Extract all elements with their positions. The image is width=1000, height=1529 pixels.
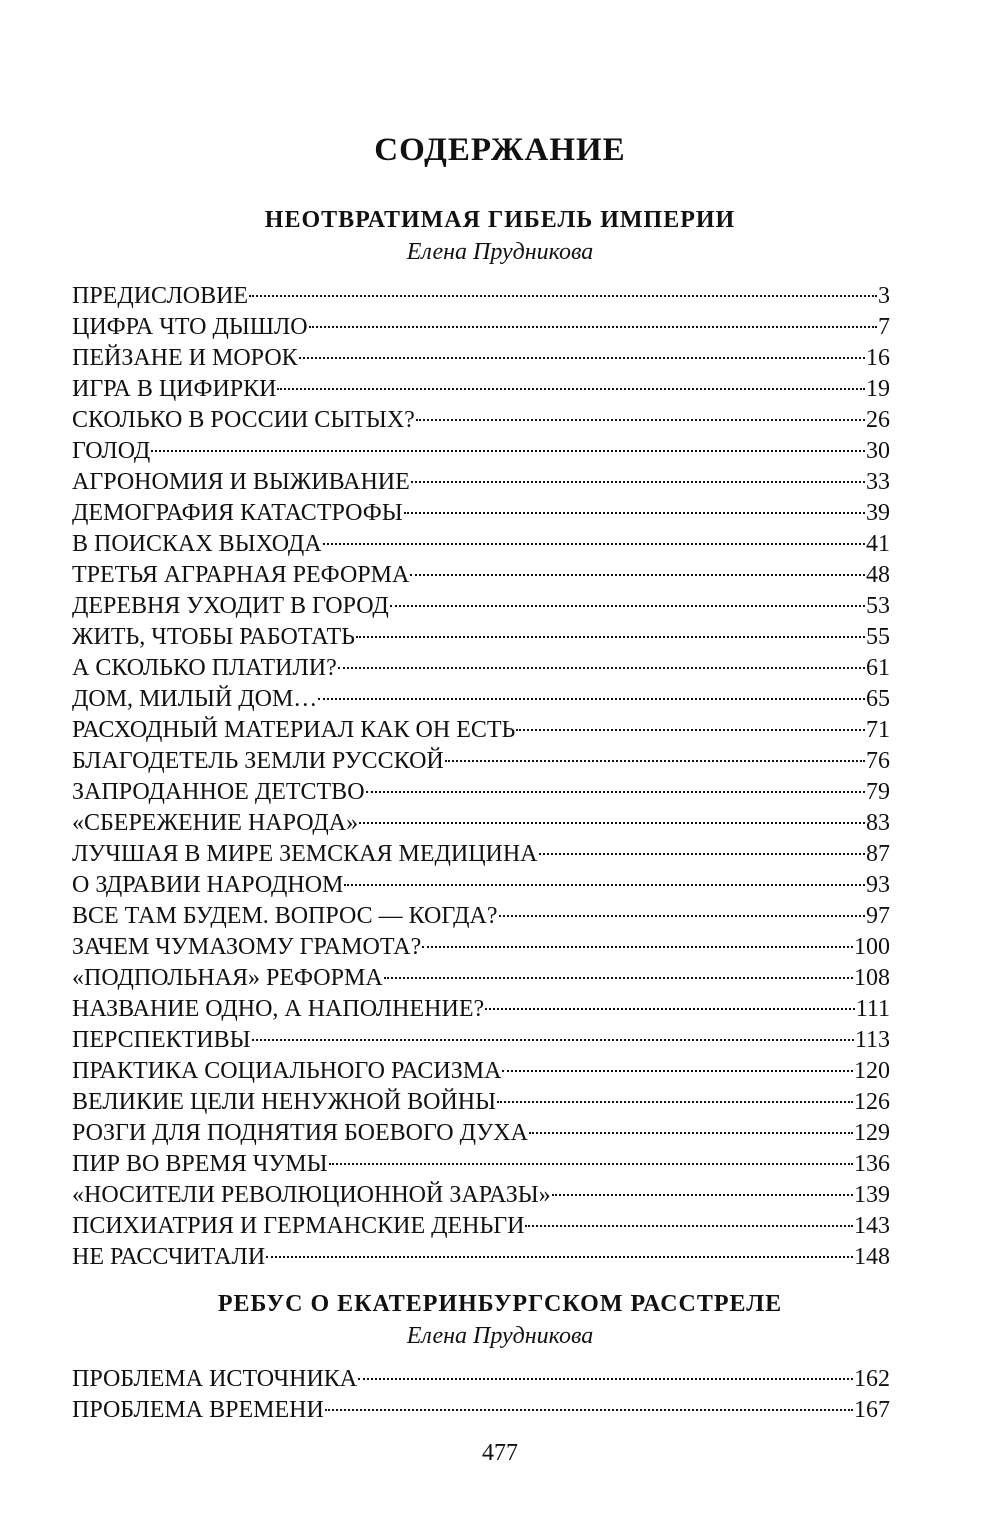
toc-leader-dots (410, 568, 865, 576)
toc-leader-dots (329, 1157, 853, 1165)
page-title: СОДЕРЖАНИЕ (374, 132, 626, 168)
toc-entry-page: 61 (866, 655, 890, 681)
toc-entry (72, 777, 890, 808)
toc-leader-dots (318, 692, 865, 700)
toc-entry-page: 48 (866, 562, 890, 588)
toc-entry-page: 65 (866, 686, 890, 712)
toc-entry-page: 108 (854, 965, 890, 991)
toc-entry-title: А СКОЛЬКО ПЛАТИЛИ? (72, 655, 337, 681)
toc-leader-dots (299, 351, 865, 359)
toc-entry-page: 93 (866, 872, 890, 898)
toc-entry (72, 1395, 890, 1426)
toc-leader-dots (497, 1095, 853, 1103)
toc-leader-dots (366, 785, 865, 793)
toc-entry-title: «НОСИТЕЛИ РЕВОЛЮЦИОННОЙ ЗАРАЗЫ» (72, 1182, 551, 1208)
toc-list-section-1 (72, 281, 890, 1273)
toc-entry-page: 120 (854, 1058, 890, 1084)
toc-entry (72, 1149, 890, 1180)
toc-entry-title: ПСИХИАТРИЯ И ГЕРМАНСКИЕ ДЕНЬГИ (72, 1213, 525, 1239)
toc-leader-dots (539, 847, 865, 855)
toc-leader-dots (309, 320, 877, 328)
toc-entry (72, 715, 890, 746)
toc-entry (72, 1364, 890, 1395)
toc-entry-title: РАСХОДНЫЙ МАТЕРИАЛ КАК ОН ЕСТЬ (72, 717, 516, 743)
toc-entry-page: 19 (866, 376, 890, 402)
toc-leader-dots (404, 506, 865, 514)
toc-leader-dots (338, 661, 865, 669)
toc-leader-dots (151, 444, 865, 452)
toc-leader-dots (323, 537, 865, 545)
toc-entry (72, 1056, 890, 1087)
toc-entry-title: «СБЕРЕЖЕНИЕ НАРОДА» (72, 810, 359, 836)
toc-entry (72, 591, 890, 622)
toc-entry-page: 71 (866, 717, 890, 743)
toc-entry-page: 3 (878, 283, 890, 309)
toc-leader-dots (411, 475, 865, 483)
toc-entry (72, 808, 890, 839)
toc-entry-page: 7 (878, 314, 890, 340)
toc-entry (72, 374, 890, 405)
toc-entry (72, 529, 890, 560)
toc-entry-title: «ПОДПОЛЬНАЯ» РЕФОРМА (72, 965, 383, 991)
page-number: 477 (482, 1440, 518, 1466)
toc-entry-page: 76 (866, 748, 890, 774)
toc-leader-dots (552, 1188, 853, 1196)
toc-entry-title: О ЗДРАВИИ НАРОДНОМ (72, 872, 344, 898)
toc-entry (72, 746, 890, 777)
toc-entry-page: 143 (854, 1213, 890, 1239)
toc-entry-page: 126 (854, 1089, 890, 1115)
toc-entry (72, 1242, 890, 1273)
toc-entry-title: ДЕРЕВНЯ УХОДИТ В ГОРОД (72, 593, 389, 619)
toc-entry-title: ПЕРСПЕКТИВЫ (72, 1027, 251, 1053)
section-heading-1: НЕОТВРАТИМАЯ ГИБЕЛЬ ИМПЕРИИ (264, 207, 736, 233)
toc-entry-page: 39 (866, 500, 890, 526)
toc-leader-dots (390, 599, 865, 607)
toc-entry-title: ПРЕДИСЛОВИЕ (72, 283, 249, 309)
toc-entry-title: РОЗГИ ДЛЯ ПОДНЯТИЯ БОЕВОГО ДУХА (72, 1120, 528, 1146)
toc-entry-page: 139 (854, 1182, 890, 1208)
toc-entry-page: 111 (855, 996, 890, 1022)
section-author-2: Елена Прудникова (406, 1323, 594, 1349)
toc-leader-dots (277, 382, 865, 390)
toc-entry-title: ТРЕТЬЯ АГРАРНАЯ РЕФОРМА (72, 562, 410, 588)
toc-entry (72, 622, 890, 653)
toc-entry (72, 653, 890, 684)
toc-entry-title: ГОЛОД (72, 438, 151, 464)
toc-entry-title: ВСЕ ТАМ БУДЕМ. ВОПРОС — КОГДА? (72, 903, 498, 929)
toc-entry (72, 1180, 890, 1211)
toc-entry-page: 129 (854, 1120, 890, 1146)
toc-entry-title: ПИР ВО ВРЕМЯ ЧУМЫ (72, 1151, 328, 1177)
toc-entry-title: СКОЛЬКО В РОССИИ СЫТЫХ? (72, 407, 415, 433)
toc-leader-dots (416, 413, 865, 421)
toc-entry (72, 560, 890, 591)
toc-entry-title: ПРОБЛЕМА ВРЕМЕНИ (72, 1397, 324, 1423)
toc-entry-page: 87 (866, 841, 890, 867)
toc-entry (72, 498, 890, 529)
toc-entry-title: ПРОБЛЕМА ИСТОЧНИКА (72, 1366, 358, 1392)
toc-entry-title: НАЗВАНИЕ ОДНО, А НАПОЛНЕНИЕ? (72, 996, 485, 1022)
toc-entry (72, 343, 890, 374)
toc-entry (72, 405, 890, 436)
toc-entry-page: 26 (866, 407, 890, 433)
toc-entry (72, 1211, 890, 1242)
toc-leader-dots (356, 630, 865, 638)
toc-entry (72, 994, 890, 1025)
toc-leader-dots (499, 909, 866, 917)
toc-entry (72, 1118, 890, 1149)
toc-entry-page: 100 (854, 934, 890, 960)
section-author-1: Елена Прудникова (406, 239, 594, 265)
toc-entry (72, 1025, 890, 1056)
toc-leader-dots (525, 1219, 853, 1227)
toc-entry (72, 932, 890, 963)
toc-entry-page: 55 (866, 624, 890, 650)
toc-entry-title: ЗАЧЕМ ЧУМАЗОМУ ГРАМОТА? (72, 934, 422, 960)
toc-leader-dots (502, 1064, 853, 1072)
toc-entry-title: АГРОНОМИЯ И ВЫЖИВАНИЕ (72, 469, 410, 495)
toc-entry (72, 870, 890, 901)
toc-entry-page: 33 (866, 469, 890, 495)
toc-entry-page: 148 (854, 1244, 890, 1270)
toc-entry (72, 839, 890, 870)
toc-entry (72, 684, 890, 715)
toc-entry-title: ПЕЙЗАНЕ И МОРОК (72, 345, 298, 371)
toc-entry (72, 901, 890, 932)
toc-leader-dots (445, 754, 865, 762)
toc-entry (72, 281, 890, 312)
toc-leader-dots (529, 1126, 853, 1134)
section-heading-2: РЕБУС О ЕКАТЕРИНБУРГСКОМ РАССТРЕЛЕ (217, 1291, 783, 1317)
toc-entry-page: 97 (866, 903, 890, 929)
toc-entry-title: БЛАГОДЕТЕЛЬ ЗЕМЛИ РУССКОЙ (72, 748, 444, 774)
toc-entry (72, 963, 890, 994)
toc-entry-title: ПРАКТИКА СОЦИАЛЬНОГО РАСИЗМА (72, 1058, 502, 1084)
toc-entry-title: В ПОИСКАХ ВЫХОДА (72, 531, 322, 557)
toc-leader-dots (358, 1372, 853, 1380)
toc-leader-dots (266, 1250, 853, 1258)
toc-entry-title: ЗАПРОДАННОЕ ДЕТСТВО (72, 779, 365, 805)
toc-entry-title: НЕ РАССЧИТАЛИ (72, 1244, 266, 1270)
toc-leader-dots (485, 1002, 855, 1010)
toc-entry-title: ЖИТЬ, ЧТОБЫ РАБОТАТЬ (72, 624, 355, 650)
toc-leader-dots (384, 971, 853, 979)
toc-entry-page: 16 (866, 345, 890, 371)
toc-leader-dots (252, 1033, 854, 1041)
toc-leader-dots (344, 878, 865, 886)
toc-entry (72, 312, 890, 343)
toc-entry-page: 30 (866, 438, 890, 464)
toc-leader-dots (359, 816, 865, 824)
toc-entry-title: ДЕМОГРАФИЯ КАТАСТРОФЫ (72, 500, 403, 526)
toc-entry-title: ЦИФРА ЧТО ДЫШЛО (72, 314, 308, 340)
toc-entry-page: 79 (866, 779, 890, 805)
toc-entry-page: 41 (866, 531, 890, 557)
toc-entry (72, 1087, 890, 1118)
toc-entry-page: 162 (854, 1366, 890, 1392)
toc-entry-title: ДОМ, МИЛЫЙ ДОМ… (72, 686, 318, 712)
toc-entry-title: ИГРА В ЦИФИРКИ (72, 376, 277, 402)
toc-leader-dots (325, 1403, 853, 1411)
toc-entry-page: 113 (854, 1027, 890, 1053)
toc-entry-title: ВЕЛИКИЕ ЦЕЛИ НЕНУЖНОЙ ВОЙНЫ (72, 1089, 496, 1115)
toc-leader-dots (516, 723, 865, 731)
toc-list-section-2 (72, 1364, 890, 1426)
toc-entry (72, 467, 890, 498)
toc-entry-page: 83 (866, 810, 890, 836)
toc-entry (72, 436, 890, 467)
toc-entry-page: 136 (854, 1151, 890, 1177)
toc-entry-page: 53 (866, 593, 890, 619)
toc-entry-page: 167 (854, 1397, 890, 1423)
toc-leader-dots (249, 289, 877, 297)
toc-entry-title: ЛУЧШАЯ В МИРЕ ЗЕМСКАЯ МЕДИЦИНА (72, 841, 538, 867)
toc-leader-dots (422, 940, 853, 948)
